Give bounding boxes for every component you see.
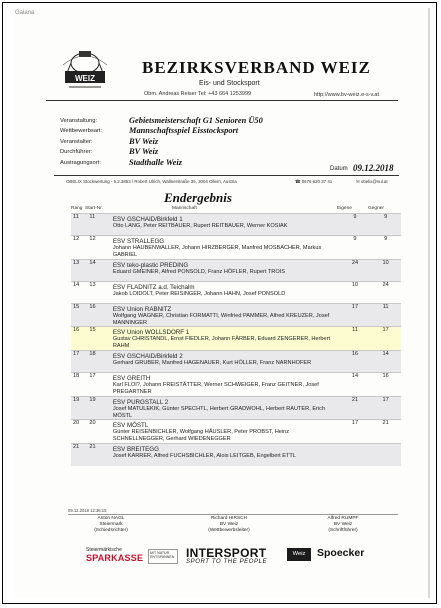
results-heading: Endergebnis: [164, 190, 232, 205]
team-name: ESV teko-plastic PREDING: [112, 261, 189, 269]
print-timestamp: 09.12.2018 12:36:15: [68, 508, 107, 513]
table-row: 14 13 ESV FLADNITZ a.d. Teichalm Jakob LOIDOLT, Peter REISINGER, Johann HAHN, Josef PONSOLD 10 24: [71, 281, 401, 303]
team-name: ESV GSCHAID/Birkfeld 1: [112, 216, 183, 223]
team-name: ESV STRALLEGG: [112, 238, 165, 246]
weiz-badge: Weiz: [287, 548, 311, 561]
website-link[interactable]: http://www.bv-weiz.e-s-v.at: [314, 92, 379, 98]
sponsor-box: MIT NATUR ENTSPANNEN: [148, 549, 178, 564]
team-players: Josef KARRER, Alfred FUCHSBICHLER, Alois LEITGEB, Engelbert ETTL: [112, 452, 296, 459]
table-row: 15 16 ESV Union RABNITZ Wolfgang WAGNER, Christian FORMATTI, Winfried PAMMER, Alfred KREUZER, Josef MANNINGER 17 11: [71, 303, 401, 327]
signature-block-secretary: Alfred RUMPF BV Weiz (Schriftführer): [327, 516, 359, 533]
results-table: [71, 213, 401, 466]
obelix-phone: ☎ 0676 620 37 41: [295, 179, 333, 184]
spoecker-logo: Spoecker: [317, 547, 365, 559]
team-players: Eduard GMEINER, Alfred PONSOLD, Franz HÖFLER, Rupert TROIS: [112, 268, 285, 275]
contact-line: Obm. Andreas Reiser Tel: +43 664 1253999: [144, 91, 252, 97]
col-rang: Rang: [71, 206, 83, 211]
sparkasse-logo: SPARKASSE: [86, 553, 144, 563]
team-players: Josef MATULEKIK, Günter SPECHTL, Herbert GRADWOHL, Herbert RAUTER, Erich MÖSTL: [112, 405, 326, 419]
team-name: ESV Union RABNITZ: [112, 305, 172, 313]
footer-divider: [68, 514, 398, 515]
team-name: ESV PURGSTALL 2: [112, 398, 169, 406]
event-info-row: Veranstaltung: Gebietsmeisterschaft G1 Senioren Ü50: [60, 116, 263, 125]
association-logo: [57, 43, 113, 95]
event-info-row: Austragungsort: Stadthalle Weiz: [60, 157, 182, 167]
team-players: Johann HAUBENWALLER, Johann HIRZBERGER, Manfred MOSBACHER, Markus GABRIEL: [112, 245, 322, 258]
table-row: 19 19 ESV PURGSTALL 2 Josef MATULEKIK, Günter SPECHTL, Herbert GRADWOHL, Herbert RAUTER, Erich MÖSTL 21 17: [71, 396, 401, 420]
event-info-row: Wettbewerbsart: Mannschaftsspiel Eisstocksport: [60, 126, 239, 136]
event-info-row: Durchführer: BV Weiz: [60, 147, 159, 157]
col-opp: Gegner: [368, 206, 384, 211]
corner-text: Galana: [15, 10, 35, 16]
table-row: 17 18 ESV GSCHAID/Birkfeld 2 Gerhard GRUBER, Manfred HAGENAUER, Kurt HÖLLER, Franz NARNHOFER 16 14: [71, 351, 401, 373]
obelix-mail[interactable]: ✉ obelix@nul.at: [356, 179, 388, 184]
info-divider: [54, 175, 399, 176]
team-players: Günter REISENBICHLER, Wolfgang HÄUSLER, Peter PROBST, Heinz SCHNELLNEGGER, Gerhard WIEDENEGGER: [112, 429, 290, 443]
team-players: Gerhard GRUBER, Manfred HAGENAUER, Kurt HÖLLER, Franz NARNHOFER: [112, 360, 312, 367]
team-players: Wolfgang WAGNER, Christian FORMATTI, Winfried PAMMER, Alfred KREUZER, Josef MANNINGER: [112, 312, 330, 326]
obelix-address: OBELIX Stockwertung - 5.2.3853 / Robert Ulrich, Wallnerstraße 35, 3004 Ollern, Austria: [66, 179, 237, 184]
event-info-row: Veranstalter: BV Weiz: [60, 136, 159, 146]
col-team: Mannschaft: [172, 206, 197, 211]
team-name: ESV FLADNITZ a.d. Teichalm: [112, 283, 195, 291]
date-label: Datum: [330, 166, 348, 172]
col-stnr: Start-Nr.: [85, 206, 103, 211]
team-name: ESV BREITEGG: [112, 445, 159, 453]
table-row: 13 14 ESV teko-plastic PREDING Eduard GMEINER, Alfred PONSOLD, Franz HÖFLER, Rupert TROIS 24 10: [71, 259, 401, 281]
team-players: Karl FLOI?, Johann FREISTÄTTER, Werner SCHWEIGER, Franz GEITNER, Josef PREGARTNER: [112, 382, 319, 395]
team-players: Gustav CHRISTANDL, Ernst FIEDLER, Johann FÄRBER, Eduard ZENGERER, Herbert RAHM: [112, 336, 331, 350]
col-own: Eigene: [337, 206, 352, 211]
table-row: 11 11 ESV GSCHAID/Birkfeld 1 Otto LANG, Peter REITBAUER, Rupert REITBAUER, Werner KOSIAK 9 9: [71, 214, 401, 236]
team-name: ESV GSCHAID/Birkfeld 2: [112, 353, 183, 361]
team-players: Jakob LOIDOLT, Peter REISINGER, Johann HAHN, Josef PONSOLD: [112, 290, 286, 297]
team-players: Otto LANG, Peter REITBAUER, Rupert REITBAUER, Werner KOSIAK: [112, 223, 288, 229]
team-name: ESV MÖSTL: [112, 422, 149, 430]
table-row: 18 17 ESV GREITH Karl FLOI?, Johann FREISTÄTTER, Werner SCHWEIGER, Franz GEITNER, Josef PREGARTNER 14 16: [71, 373, 401, 397]
table-row: 12 12 ESV STRALLEGG Johann HAUBENWALLER, Johann HIRZBERGER, Manfred MOSBACHER, Markus GABRIEL 9 9: [71, 236, 401, 260]
sparkasse-label: Steiermärkische: [86, 547, 122, 553]
event-info: [60, 116, 400, 168]
table-row: 21 21 ESV BREITEGG Josef KARRER, Alfred FUCHSBICHLER, Alois LEITGEB, Engelbert ETTL: [71, 443, 401, 465]
team-name: ESV GREITH: [112, 375, 151, 383]
table-row-highlighted: 16 15 ESV Union WOLLSDORF 1 Gustav CHRISTANDL, Ernst FIEDLER, Johann FÄRBER, Eduard ZENGERER, Herbert RAHM 11 17: [71, 327, 401, 351]
result-sheet: [14, 8, 428, 598]
signature-block-competition-lead: Richard HIRSCH BV Weiz (Wettbewerbsleiter): [208, 516, 250, 533]
association-title: BEZIRKSVERBAND WEIZ: [142, 58, 371, 77]
team-name: ESV Union WOLLSDORF 1: [112, 329, 190, 337]
intersport-slogan: SPORT TO THE PEOPLE: [186, 559, 268, 565]
header-divider: [46, 100, 398, 101]
intersport-logo: INTERSPORT: [186, 546, 267, 560]
table-row: 20 20 ESV MÖSTL Günter REISENBICHLER, Wolfgang HÄUSLER, Peter PROBST, Heinz SCHNELLNEGGER, Gerhard WIEDENEGGER 17 21: [71, 420, 401, 444]
svg-text:WEIZ: WEIZ: [75, 74, 95, 83]
date-value: 09.12.2018: [353, 163, 394, 173]
association-subtitle: Eis- und Stocksport: [199, 80, 260, 87]
signature-block-referee: Anton NAGL Steiermark (Schiedsrichter): [94, 516, 128, 533]
